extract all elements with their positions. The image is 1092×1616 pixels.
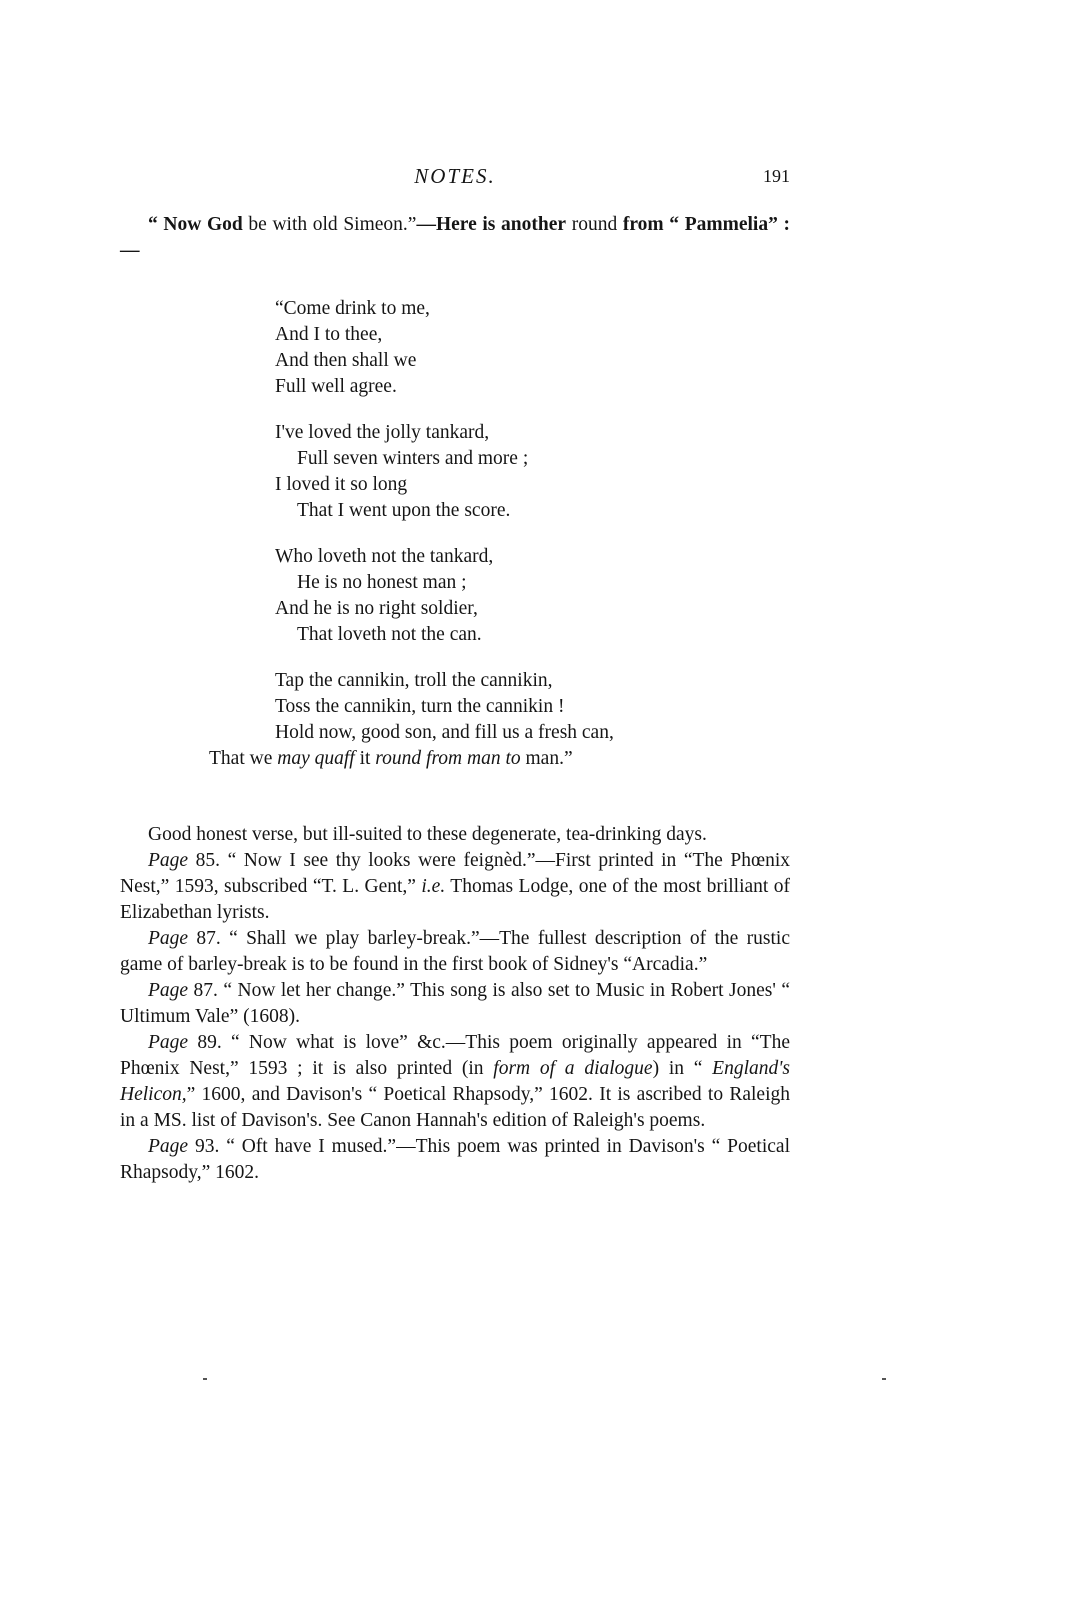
poem-line: He is no honest man ;	[297, 572, 467, 593]
poem-line: And I to thee,	[275, 324, 383, 345]
poem-line: Hold now, good son, and fill us a fresh can,	[275, 722, 614, 743]
page-label: Page	[148, 928, 189, 949]
last-line-part: it	[354, 748, 376, 769]
note-page-93	[120, 1134, 790, 1186]
poem-stanza-1	[275, 296, 815, 400]
note-text: 89. “ Now what is love” &c.—This poem originally appeared in “The Phœnix Nest,” 1593 ; it is also printed (in	[120, 1032, 790, 1079]
last-line-part: man.”	[520, 748, 573, 769]
poem-line: Full seven winters and more ;	[297, 448, 529, 469]
page-number: 191	[763, 166, 790, 186]
note-paragraph-comment: Good honest verse, but ill-suited to these degenerate, tea-drinking days.	[148, 824, 707, 845]
intro-quote: “ Now God	[148, 214, 243, 235]
poem-line: I've loved the jolly tankard,	[275, 422, 490, 443]
poem-line: I loved it so long	[275, 474, 408, 495]
note-text: 87. “ Now let her change.” This song is also set to Music in Robert Jones' “ Ultimum Vale” (1608).	[120, 980, 790, 1027]
page-label: Page	[148, 980, 189, 1001]
note-text: 87. “ Shall we play barley-break.”—The fullest description of the rustic game of barley-break is to be found in the first book of Sidney's “Arcadia.”	[120, 928, 790, 975]
intro-paragraph	[120, 212, 790, 264]
last-line-part: may quaff	[277, 748, 355, 769]
page-label: Page	[148, 1136, 189, 1157]
last-line-part: That we	[209, 748, 278, 769]
poem-stanza-2	[275, 420, 815, 524]
intro-text-1: be with old Simeon.”	[242, 214, 417, 235]
intro-bold-3: from “ Pammelia” :—	[120, 214, 790, 261]
poem-line: Toss the cannikin, turn the cannikin !	[275, 696, 565, 717]
poem-last-line	[209, 746, 815, 772]
note-text: ” 1600, and Davison's “ Poetical Rhapsody,” 1602. It is ascribed to Raleigh in a MS. list of Davison's. See Canon Hannah's edition of Raleigh's poems.	[120, 1084, 790, 1131]
page-header	[120, 164, 790, 194]
poem-line: And then shall we	[275, 350, 417, 371]
last-line-part: round from man to	[375, 748, 521, 769]
note-italic: i.e.	[421, 876, 446, 897]
poem-stanza-3	[275, 544, 815, 648]
poem-stanza-4	[209, 668, 815, 772]
poem-line: Full well agree.	[275, 376, 397, 397]
poem-line: “Come drink to me,	[275, 298, 430, 319]
page-label: Page	[148, 1032, 189, 1053]
poem-line: That loveth not the can.	[297, 624, 482, 645]
poem	[209, 296, 815, 792]
note-text: 93. “ Oft have I mused.”—This poem was printed in Davison's “ Poetical Rhapsody,” 1602.	[120, 1136, 790, 1183]
running-title: NOTES.	[414, 164, 496, 188]
intro-bold-2: —Here is another	[416, 214, 567, 235]
note-page-87-a	[120, 926, 790, 978]
notes-body	[120, 822, 790, 1186]
page-label: Page	[148, 850, 189, 871]
print-speck	[203, 1378, 207, 1380]
poem-line: And he is no right soldier,	[275, 598, 478, 619]
intro-text-2: round	[566, 214, 623, 235]
note-page-89	[120, 1030, 790, 1134]
note-text: Thomas Lodge, one of the most brilliant of Elizabethan lyrists.	[120, 876, 790, 923]
note-text: 85. “ Now I see thy looks were feignèd.”—First printed in “The Phœnix Nest,” 1593, subscribed “T. L. Gent,”	[120, 850, 790, 897]
poem-line: Who loveth not the tankard,	[275, 546, 494, 567]
note-italic: England's Helicon,	[120, 1058, 791, 1105]
print-speck	[882, 1378, 886, 1380]
poem-line: Tap the cannikin, troll the cannikin,	[275, 670, 553, 691]
note-page-87-b	[120, 978, 790, 1030]
note-text: ) in “	[652, 1058, 713, 1079]
note-italic: form of a dialogue	[493, 1058, 653, 1079]
poem-line: That I went upon the score.	[297, 500, 511, 521]
note-page-85	[120, 848, 790, 926]
